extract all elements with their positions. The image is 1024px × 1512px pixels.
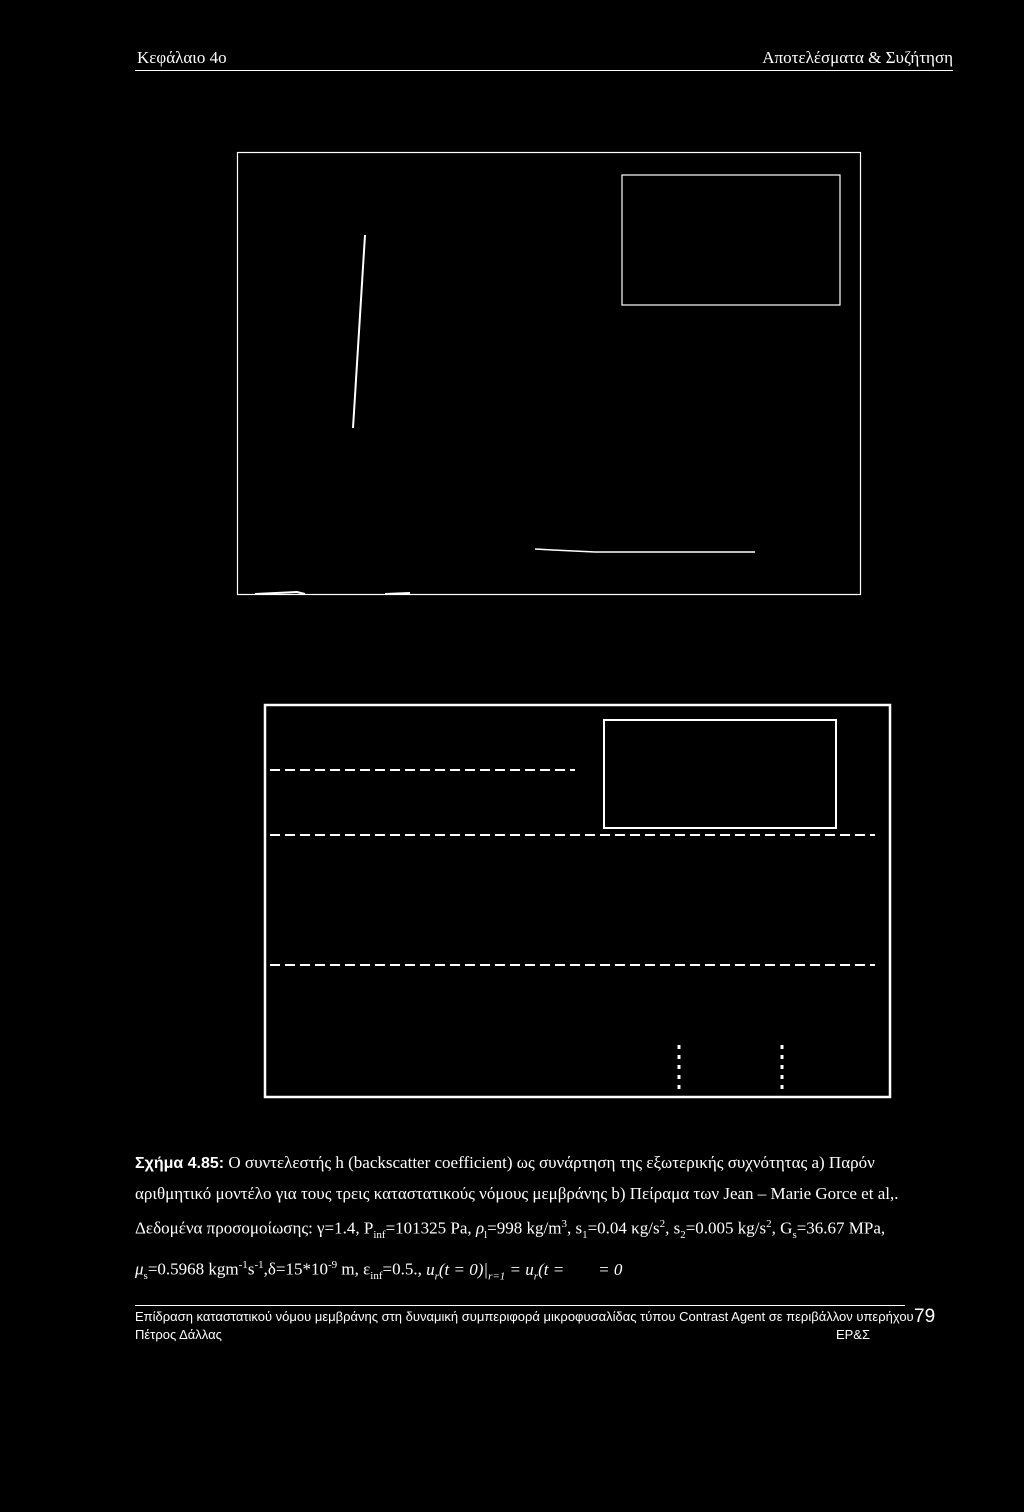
page-number: 79 xyxy=(914,1306,936,1327)
section-heading: Αποτελέσματα & Συζήτηση xyxy=(762,48,953,67)
footer-department: ΕΡ&Σ xyxy=(835,1327,870,1342)
figure-b-legend-box xyxy=(604,720,836,828)
caption-text: Ο συντελεστής h (backscatter coefficient) ως συνάρτηση της εξωτερικής συχνότητας a) Παρόν αριθμητικό μοντέλο για τους τρεις καταστατικούς νόμους μεμβράνης b) Πείραμα των Jean – Marie Gorce et al,. xyxy=(135,1153,899,1203)
caption-parameters-line2: $\mu_s=0.5968$ $kgm^{-1}s^{-1},\delta=15*10^{-9}$ m, $\varepsilon_{inf}=0.5$., $u_r(t = 0)|_{r=1} = u_r(t$ = = 0 xyxy=(135,1259,623,1283)
figure-a-legend-box xyxy=(622,175,840,305)
figure-caption xyxy=(135,1148,955,1291)
figure-b xyxy=(260,700,895,1100)
footer-rule xyxy=(135,1305,905,1306)
footer-thesis-title: Επίδραση καταστατικού νόμου μεμβράνης στη δυναμική συμπεριφορά μικροφυσαλίδας τύπου Contrast Agent σε περιβάλλον υπερήχου xyxy=(135,1309,914,1324)
figure-a-baseline-mark xyxy=(255,592,410,594)
figure-a-frame xyxy=(238,153,861,595)
figure-a-curve-low xyxy=(535,549,755,552)
footer-author: Πέτρος Δάλλας xyxy=(135,1327,222,1342)
figure-a-curve-steep xyxy=(353,235,365,428)
initial-condition-formula: $u_r(t = 0)|_{r=1} = u_r(t$ = = 0 xyxy=(426,1259,623,1283)
caption-parameters-line1: Δεδομένα προσομοίωσης: γ=1.4, $P_{inf}=101325$ Pa, $\rho_l=998$ $kg/m^3$, $s_1=0.04$ $\kappa g/s^2$, $s_2=0.005$ $kg/s^2$, $G_s=36.67$ MPa, xyxy=(135,1218,886,1242)
header-rule xyxy=(135,70,953,71)
figure-a xyxy=(235,150,865,600)
caption-label: Σχήμα 4.85: xyxy=(135,1155,225,1172)
figure-b-frame xyxy=(265,705,890,1097)
chapter-heading: Κεφάλαιο 4ο xyxy=(137,48,227,67)
